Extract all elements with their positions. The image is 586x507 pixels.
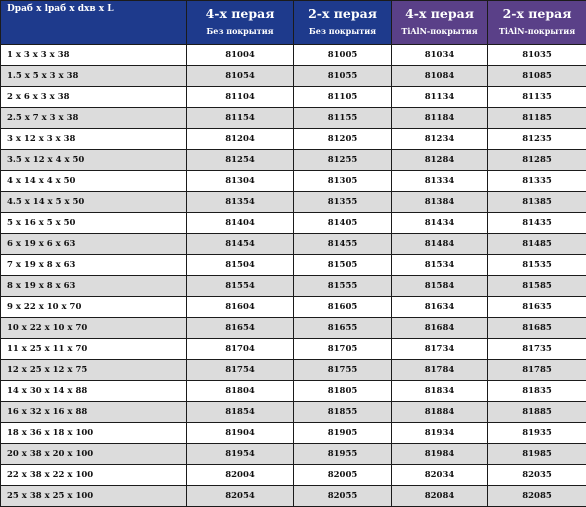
code-cell: 81585	[488, 276, 586, 297]
header-row	[1, 1, 586, 45]
size-cell: 5 x 16 x 5 x 50	[1, 213, 187, 234]
code-cell: 81105	[294, 87, 392, 108]
code-cell: 81754	[187, 360, 294, 381]
code-cell: 81285	[488, 150, 586, 171]
code-cell: 81984	[392, 444, 488, 465]
header-col-title: 2-х перая	[294, 6, 391, 21]
table-row	[1, 255, 586, 276]
code-cell: 81785	[488, 360, 586, 381]
header-col-title: 2-х перая	[488, 6, 586, 21]
table-row	[1, 339, 586, 360]
table-row	[1, 234, 586, 255]
code-cell: 81535	[488, 255, 586, 276]
size-cell: 6 x 19 x 6 x 63	[1, 234, 187, 255]
size-cell: 2 x 6 x 3 x 38	[1, 87, 187, 108]
code-cell: 81604	[187, 297, 294, 318]
code-cell: 82034	[392, 465, 488, 486]
size-cell: 22 x 38 x 22 x 100	[1, 465, 187, 486]
code-cell: 82084	[392, 486, 488, 507]
code-cell: 81335	[488, 171, 586, 192]
header-col-subtitle: TiAlN-покрытия	[488, 26, 586, 36]
code-cell: 81454	[187, 234, 294, 255]
code-cell: 81834	[392, 381, 488, 402]
code-cell: 82035	[488, 465, 586, 486]
code-cell: 81054	[187, 66, 294, 87]
code-cell: 81204	[187, 129, 294, 150]
table-row	[1, 465, 586, 486]
table-row	[1, 360, 586, 381]
code-cell: 81555	[294, 276, 392, 297]
code-cell: 81135	[488, 87, 586, 108]
size-cell: 14 x 30 x 14 x 88	[1, 381, 187, 402]
code-cell: 81435	[488, 213, 586, 234]
code-cell: 81085	[488, 66, 586, 87]
code-cell: 81654	[187, 318, 294, 339]
code-cell: 81004	[187, 45, 294, 66]
code-cell: 81905	[294, 423, 392, 444]
code-cell: 81035	[488, 45, 586, 66]
code-cell: 81235	[488, 129, 586, 150]
code-cell: 81355	[294, 192, 392, 213]
code-cell: 81934	[392, 423, 488, 444]
table-row	[1, 45, 586, 66]
code-cell: 81784	[392, 360, 488, 381]
code-cell: 81484	[392, 234, 488, 255]
code-cell: 81884	[392, 402, 488, 423]
code-cell: 81485	[488, 234, 586, 255]
size-cell: 3 x 12 x 3 x 38	[1, 129, 187, 150]
table-row	[1, 444, 586, 465]
header-col-title: 4-х перая	[187, 6, 293, 21]
code-cell: 81685	[488, 318, 586, 339]
code-cell: 82055	[294, 486, 392, 507]
table-row	[1, 192, 586, 213]
code-cell: 81284	[392, 150, 488, 171]
code-cell: 81434	[392, 213, 488, 234]
code-cell: 81005	[294, 45, 392, 66]
code-cell: 82005	[294, 465, 392, 486]
table-row	[1, 297, 586, 318]
code-cell: 81084	[392, 66, 488, 87]
code-cell: 81854	[187, 402, 294, 423]
code-cell: 81634	[392, 297, 488, 318]
code-cell: 81205	[294, 129, 392, 150]
code-cell: 81935	[488, 423, 586, 444]
table-row	[1, 171, 586, 192]
table-row	[1, 486, 586, 507]
table-row	[1, 402, 586, 423]
code-cell: 81605	[294, 297, 392, 318]
code-cell: 81234	[392, 129, 488, 150]
code-cell: 81184	[392, 108, 488, 129]
code-cell: 81705	[294, 339, 392, 360]
code-cell: 82004	[187, 465, 294, 486]
table-body	[1, 45, 586, 507]
code-cell: 81505	[294, 255, 392, 276]
header-col-subtitle: Без покрытия	[294, 26, 391, 36]
header-col-subtitle: Без покрытия	[187, 26, 293, 36]
size-cell: 10 x 22 x 10 x 70	[1, 318, 187, 339]
code-cell: 81755	[294, 360, 392, 381]
code-cell: 81684	[392, 318, 488, 339]
table-row	[1, 66, 586, 87]
size-cell: 12 x 25 x 12 x 75	[1, 360, 187, 381]
header-col-2flute-tialn	[488, 1, 586, 45]
size-cell: 4 x 14 x 4 x 50	[1, 171, 187, 192]
code-cell: 81584	[392, 276, 488, 297]
code-cell: 81735	[488, 339, 586, 360]
code-cell: 81455	[294, 234, 392, 255]
code-cell: 81805	[294, 381, 392, 402]
size-cell: 4.5 x 14 x 5 x 50	[1, 192, 187, 213]
code-cell: 81304	[187, 171, 294, 192]
size-cell: 11 x 25 x 11 x 70	[1, 339, 187, 360]
code-cell: 81405	[294, 213, 392, 234]
header-col-2flute-uncoated	[294, 1, 392, 45]
code-cell: 81985	[488, 444, 586, 465]
header-size-label: Dраб x lраб x dхв x L	[1, 1, 187, 45]
size-cell: 8 x 19 x 8 x 63	[1, 276, 187, 297]
code-cell: 81954	[187, 444, 294, 465]
table-row	[1, 423, 586, 444]
code-cell: 81734	[392, 339, 488, 360]
size-cell: 16 x 32 x 16 x 88	[1, 402, 187, 423]
table-row	[1, 108, 586, 129]
table-row	[1, 150, 586, 171]
code-cell: 81835	[488, 381, 586, 402]
code-cell: 82054	[187, 486, 294, 507]
table-row	[1, 276, 586, 297]
code-cell: 81104	[187, 87, 294, 108]
code-cell: 81534	[392, 255, 488, 276]
code-cell: 81154	[187, 108, 294, 129]
code-cell: 81254	[187, 150, 294, 171]
code-cell: 81384	[392, 192, 488, 213]
table-row	[1, 129, 586, 150]
header-col-4flute-tialn	[392, 1, 488, 45]
code-cell: 81134	[392, 87, 488, 108]
code-cell: 81354	[187, 192, 294, 213]
size-cell: 20 x 38 x 20 x 100	[1, 444, 187, 465]
code-cell: 81385	[488, 192, 586, 213]
code-cell: 81055	[294, 66, 392, 87]
table-row	[1, 381, 586, 402]
code-cell: 81655	[294, 318, 392, 339]
size-cell: 2.5 x 7 x 3 x 38	[1, 108, 187, 129]
code-cell: 81034	[392, 45, 488, 66]
code-cell: 81955	[294, 444, 392, 465]
code-cell: 81904	[187, 423, 294, 444]
size-cell: 3.5 x 12 x 4 x 50	[1, 150, 187, 171]
code-cell: 81155	[294, 108, 392, 129]
code-cell: 81404	[187, 213, 294, 234]
code-cell: 81185	[488, 108, 586, 129]
header-col-subtitle: TiAlN-покрытия	[392, 26, 487, 36]
header-col-title: 4-х перая	[392, 6, 487, 21]
size-cell: 7 x 19 x 8 x 63	[1, 255, 187, 276]
code-cell: 81855	[294, 402, 392, 423]
table-row	[1, 318, 586, 339]
size-cell: 18 x 36 x 18 x 100	[1, 423, 187, 444]
header-col-4flute-uncoated	[187, 1, 294, 45]
code-cell: 81885	[488, 402, 586, 423]
code-cell: 81504	[187, 255, 294, 276]
code-cell: 81255	[294, 150, 392, 171]
code-cell: 81554	[187, 276, 294, 297]
code-cell: 81635	[488, 297, 586, 318]
size-cell: 1 x 3 x 3 x 38	[1, 45, 187, 66]
code-cell: 81334	[392, 171, 488, 192]
size-cell: 1.5 x 5 x 3 x 38	[1, 66, 187, 87]
size-cell: 25 x 38 x 25 x 100	[1, 486, 187, 507]
code-cell: 81305	[294, 171, 392, 192]
code-cell: 81704	[187, 339, 294, 360]
size-cell: 9 x 22 x 10 x 70	[1, 297, 187, 318]
table-row	[1, 87, 586, 108]
code-cell: 82085	[488, 486, 586, 507]
code-cell: 81804	[187, 381, 294, 402]
table-row	[1, 213, 586, 234]
